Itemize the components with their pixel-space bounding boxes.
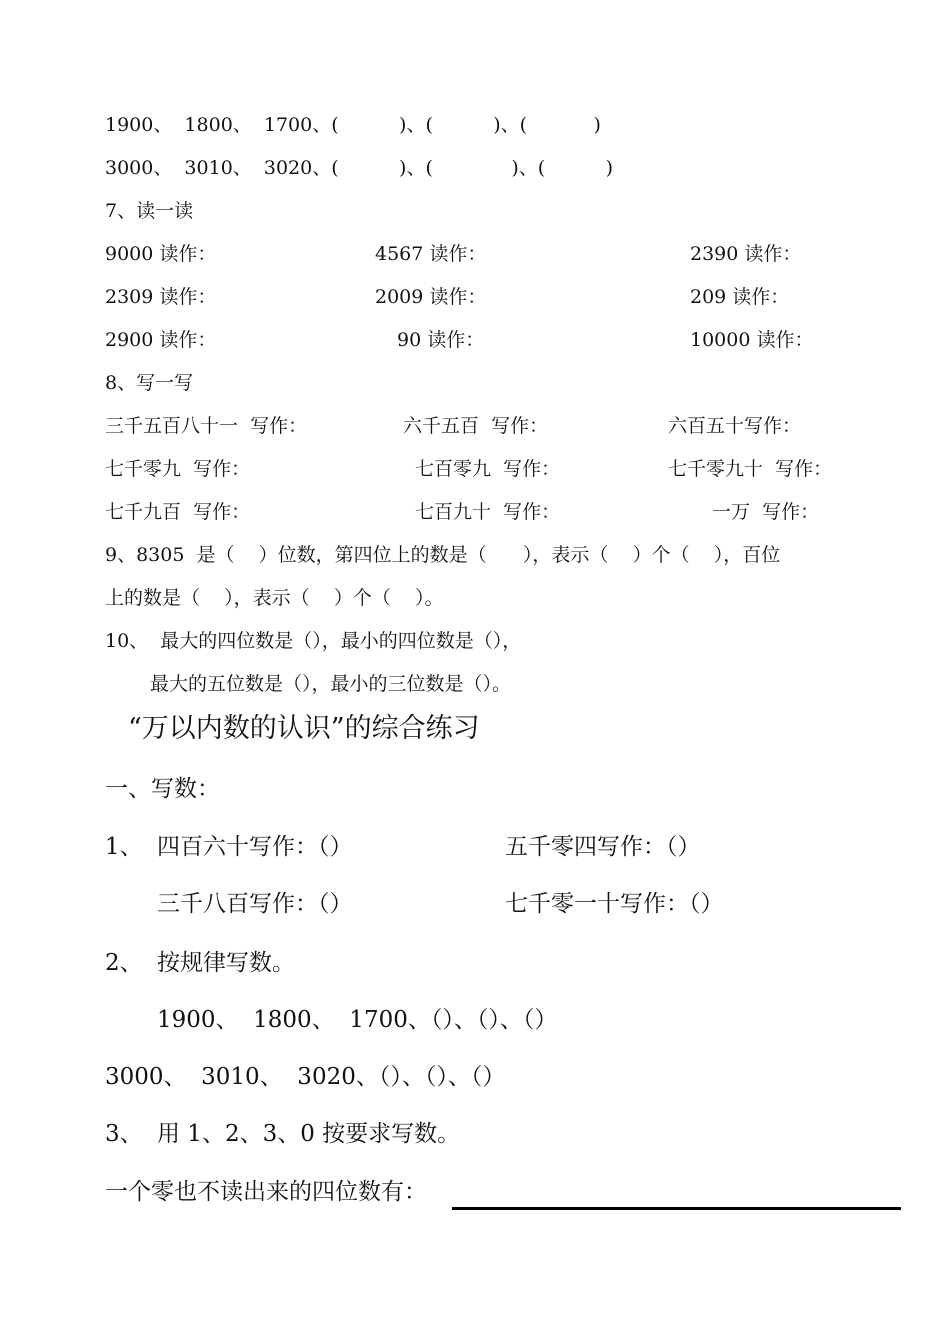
question-10-line-2: 最大的五位数是（），最小的三位数是（）。 [150, 673, 512, 695]
question-2-sequence-1: 1900、 1800、 1700、（）、（）、（） [157, 1007, 558, 1033]
question-9-line-2: 上的数是（ ），表示（ ）个（ ）。 [105, 587, 444, 609]
read-item: 10000 读作： [690, 329, 814, 351]
write-item: 七百零九 写作： [415, 458, 561, 480]
question-1-item-b: 五千零四写作：（） [505, 834, 701, 860]
question-3-prompt: 一个零也不读出来的四位数有： [105, 1179, 427, 1205]
read-item: 2390 读作： [690, 243, 802, 265]
question-10-line-1: 10、 最大的四位数是（），最小的四位数是（）， [105, 630, 522, 652]
section-1-heading: 一、写数： [105, 776, 220, 802]
write-item: 七千零九 写作： [105, 458, 251, 480]
read-item: 2309 读作： [105, 286, 217, 308]
question-9-line-1: 9、8305 是（ ）位数，第四位上的数是（ ），表示（ ）个（ ），百位 [105, 544, 781, 566]
read-item: 2009 读作： [375, 286, 487, 308]
question-1-item-c: 三千八百写作：（） [157, 891, 353, 917]
question-2-text: 按规律写数。 [157, 950, 295, 976]
read-item: 9000 读作： [105, 243, 217, 265]
write-item: 七千零九十 写作： [668, 458, 833, 480]
question-1-number: 1、 [105, 834, 143, 860]
write-item: 三千五百八十一 写作： [105, 415, 308, 437]
question-1-item-d: 七千零一十写作：（） [505, 891, 724, 917]
read-item: 4567 读作： [375, 243, 487, 265]
question-7-title: 7、读一读 [105, 200, 194, 222]
read-item: 2900 读作： [105, 329, 217, 351]
write-item: 七百九十 写作： [415, 501, 561, 523]
question-1-item-a: 四百六十写作：（） [157, 834, 353, 860]
answer-underline [452, 1207, 901, 1210]
question-2-number: 2、 [105, 950, 143, 976]
write-item: 六百五十写作： [668, 415, 802, 437]
question-3-text: 用 1、2、3、0 按要求写数。 [157, 1121, 461, 1147]
write-item: 一万 写作： [712, 501, 820, 523]
sequence-line-1: 1900、 1800、 1700、( )、( )、( ) [105, 114, 601, 136]
question-8-title: 8、写一写 [105, 372, 194, 394]
read-item: 90 读作： [397, 329, 485, 351]
write-item: 六千五百 写作： [403, 415, 549, 437]
sequence-line-2: 3000、 3010、 3020、( )、( )、( ) [105, 157, 613, 179]
write-item: 七千九百 写作： [105, 501, 251, 523]
exercise-title: “万以内数的认识”的综合练习 [128, 713, 480, 744]
question-3-number: 3、 [105, 1121, 143, 1147]
read-item: 209 读作： [690, 286, 790, 308]
question-2-sequence-2: 3000、 3010、 3020、（）、（）、（） [105, 1064, 506, 1090]
